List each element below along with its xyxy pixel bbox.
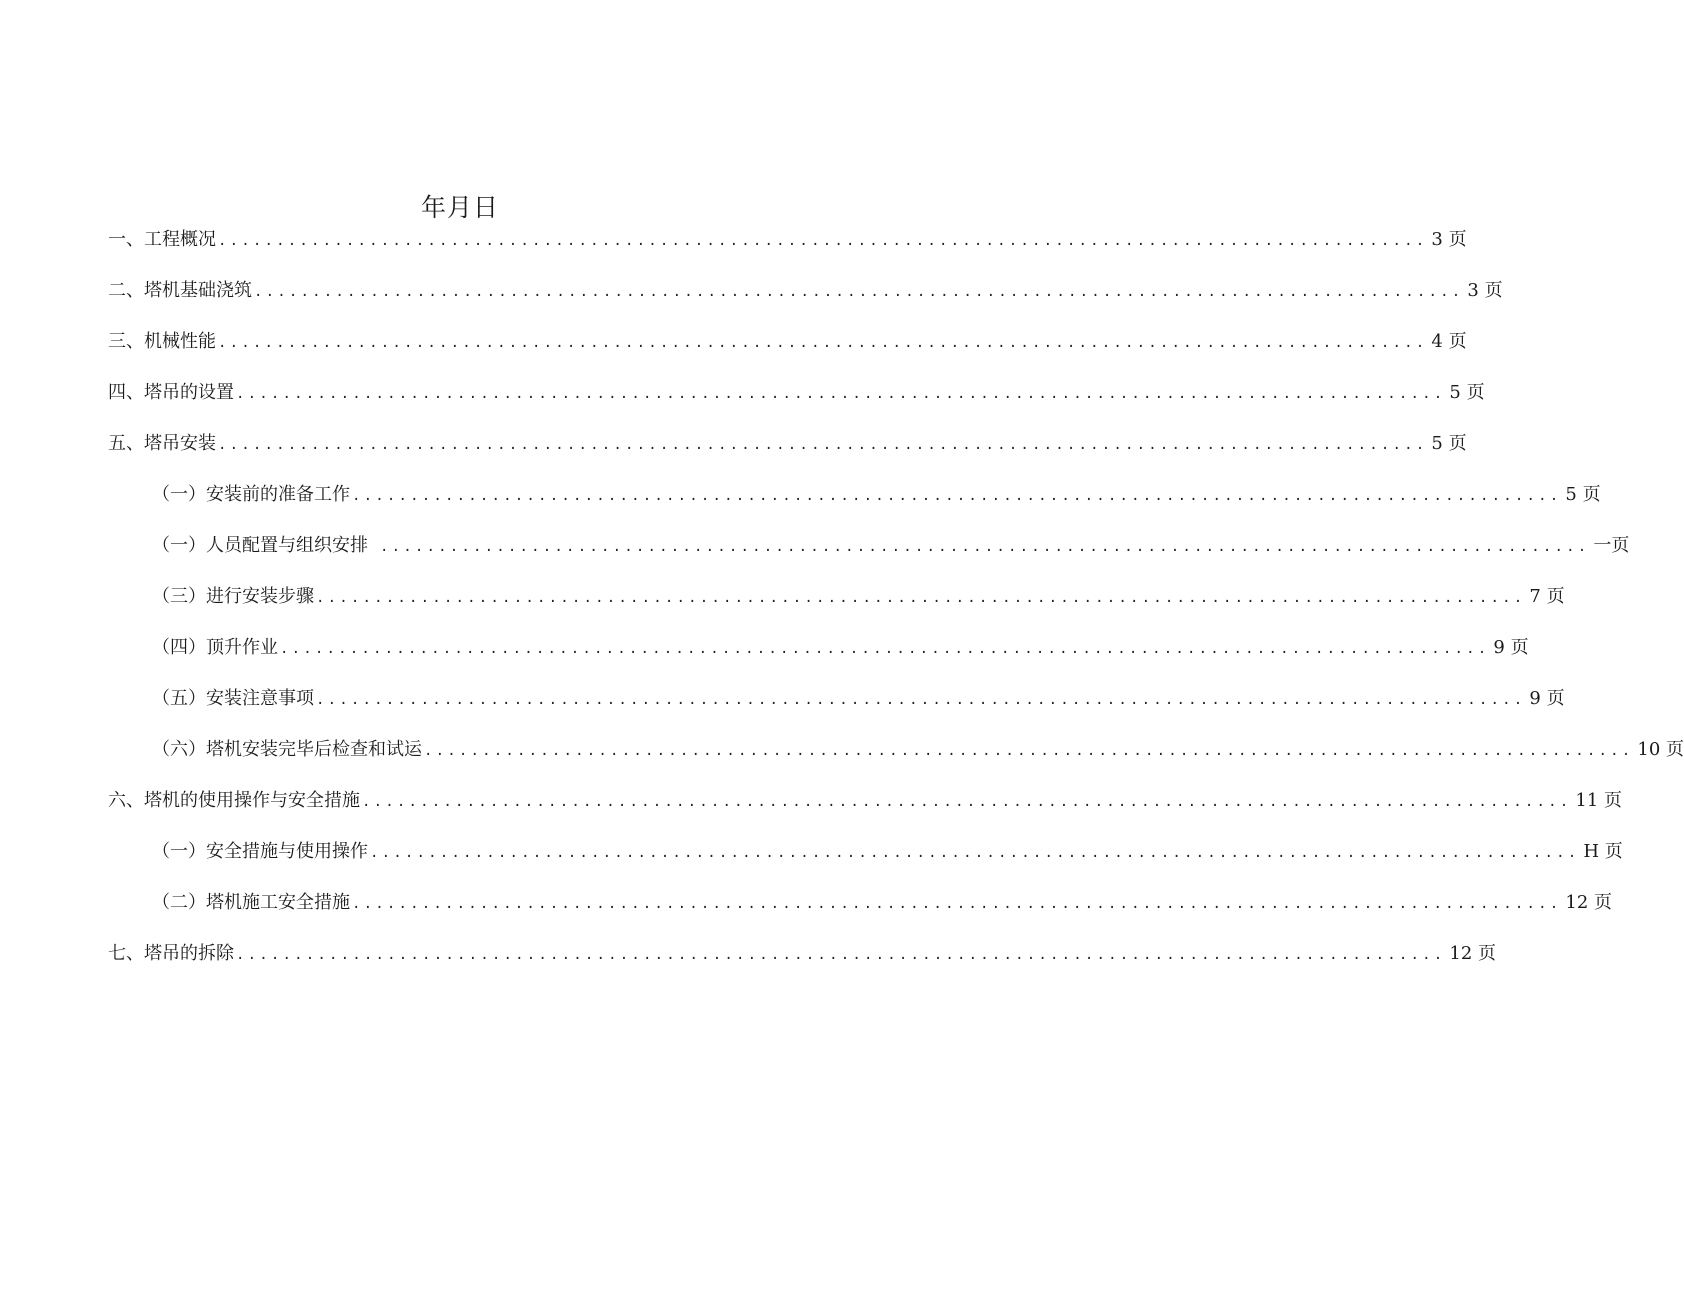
toc-entry[interactable] [108,379,1485,407]
toc-dot-leader: ........................................................................................................ [362,794,1572,810]
toc-entry-page: 一页 [1593,535,1630,556]
toc-entry[interactable] [108,430,1467,458]
toc-entry-label: （一）人员配置与组织安排 [152,535,368,556]
toc-entry-page: 5 页 [1565,484,1601,505]
toc-dot-leader: ........................................................................................................ [352,896,1562,912]
toc-entry-page: 5 页 [1449,382,1485,403]
toc-entry[interactable] [108,328,1467,356]
toc-entry-page: 7 页 [1529,586,1565,607]
toc-entry[interactable] [152,685,1565,713]
toc-dot-leader: ........................................................................................................ [316,590,1526,606]
toc-dot-leader: ........................................................................................................ [380,539,1590,555]
toc-entry-label: （五）安装注意事项 [152,688,314,709]
toc-entry-label: （四）顶升作业 [152,637,278,658]
toc-dot-leader: ........................................................................................................ [218,335,1428,351]
toc-entry-label: （二）塔机施工安全措施 [152,892,350,913]
toc-entry[interactable] [108,787,1623,815]
toc-entry[interactable] [152,583,1565,611]
toc-entry-page: 9 页 [1493,637,1529,658]
toc-entry-page: 3 页 [1467,280,1503,301]
toc-dot-leader: ........................................................................................................ [370,845,1580,861]
toc-entry-label: 一、工程概况 [108,229,216,250]
toc-entry-label: 四、塔吊的设置 [108,382,234,403]
toc-dot-leader: ........................................................................................................ [424,743,1634,759]
document-title: 年月日 [420,193,499,222]
toc-entry-page: H 页 [1583,841,1623,862]
toc-dot-leader: ........................................................................................................ [254,284,1464,300]
toc-dot-leader: ........................................................................................................ [236,386,1446,402]
toc-entry-label: 三、机械性能 [108,331,216,352]
toc-entry-page: 12 页 [1449,943,1497,964]
toc-entry-page: 4 页 [1431,331,1467,352]
toc-dot-leader: ........................................................................................................ [218,233,1428,249]
toc-entry-label: 七、塔吊的拆除 [108,943,234,964]
toc-dot-leader: ........................................................................................................ [352,488,1562,504]
toc-entry-label: （三）进行安装步骤 [152,586,314,607]
toc-entry[interactable] [152,736,1684,764]
toc-entry[interactable] [108,277,1503,305]
toc-dot-leader: ........................................................................................................ [316,692,1526,708]
toc-entry-page: 11 页 [1575,790,1623,811]
toc-entry[interactable] [108,940,1497,968]
toc-dot-leader: ........................................................................................................ [218,437,1428,453]
toc-entry-label: （一）安全措施与使用操作 [152,841,368,862]
toc-entry[interactable] [152,481,1601,509]
toc-entry[interactable] [152,889,1613,917]
toc-entry-label: 二、塔机基础浇筑 [108,280,252,301]
toc-entry-page: 10 页 [1637,739,1684,760]
toc-entry[interactable] [152,634,1529,662]
toc-entry-label: 六、塔机的使用操作与安全措施 [108,790,360,811]
toc-entry-label: （六）塔机安装完毕后检查和试运 [152,739,422,760]
toc-entry-page: 3 页 [1431,229,1467,250]
toc-entry-label: 五、塔吊安装 [108,433,216,454]
toc-entry[interactable] [152,532,1630,560]
toc-entry-page: 9 页 [1529,688,1565,709]
toc-entry[interactable] [108,226,1467,254]
toc-entry[interactable] [152,838,1623,866]
toc-dot-leader: ........................................................................................................ [280,641,1490,657]
toc-entry-page: 5 页 [1431,433,1467,454]
toc-entry-page: 12 页 [1565,892,1613,913]
toc-entry-label: （一）安装前的准备工作 [152,484,350,505]
toc-dot-leader: ........................................................................................................ [236,947,1446,963]
